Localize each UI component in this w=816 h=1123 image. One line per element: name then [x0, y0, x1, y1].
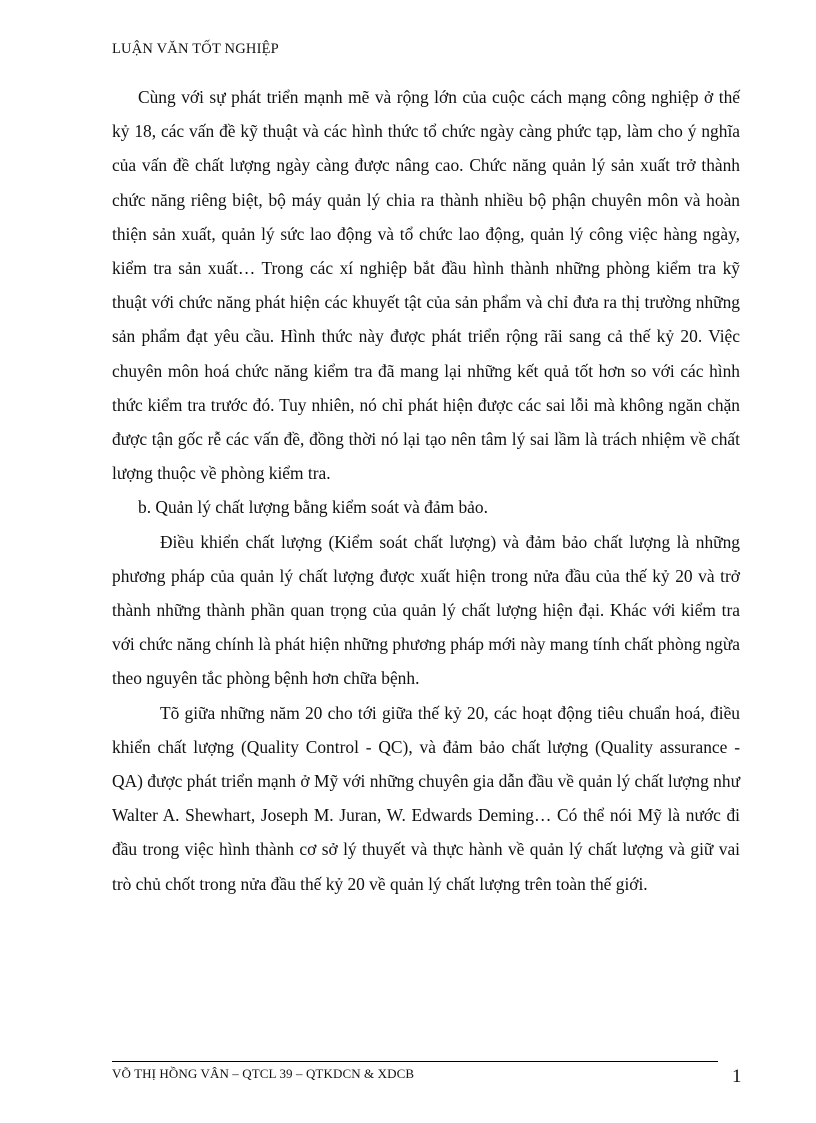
section-heading-b: b. Quản lý chất lượng bằng kiểm soát và đảm bảo.: [138, 497, 488, 518]
body-text: [112, 80, 740, 901]
page-header: LUẬN VĂN TỐT NGHIỆP: [112, 41, 279, 57]
paragraph-america: Tõ giữa những năm 20 cho tới giữa thế kỷ 20, các hoạt động tiêu chuẩn hoá, điều khiển chất lượng (Quality Control - QC), và đảm bảo chất lượng (Quality assurance - QA) được phát triển mạnh ở Mỹ với những chuyên gia dẫn đầu về quản lý chất lượng như Walter A. Shewhart, Joseph M. Juran, W. Edwards Deming… Có thể nói Mỹ là nước đi đầu trong việc hình thành cơ sở lý thuyết và thực hành về quản lý chất lượng và giữ vai trò chủ chốt trong nửa đầu thế kỷ 20 về quản lý chất lượng trên toàn thế giới.: [112, 702, 740, 894]
paragraph-history: Cùng với sự phát triển mạnh mẽ và rộng lớn của cuộc cách mạng công nghiệp ở thế kỷ 18, các vấn đề kỹ thuật và các hình thức tổ chức ngày càng phức tạp, làm cho ý nghĩa của vấn đề chất lượng ngày càng được nâng cao. Chức năng quản lý sản xuất trở thành chức năng riêng biệt, bộ máy quản lý chia ra thành nhiều bộ phận chuyên môn và hoàn thiện sản xuất, quản lý sức lao động và tổ chức lao động, quản lý công việc hàng ngày, kiểm tra sản xuất… Trong các xí nghiệp bắt đầu hình thành những phòng kiểm tra kỹ thuật với chức năng phát hiện các khuyết tật của sản phẩm và chỉ đưa ra thị trường những sản phẩm đạt yêu cầu. Hình thức này được phát triển rộng rãi sang cả thế kỷ 20. Việc chuyên môn hoá chức năng kiểm tra đã mang lại những kết quả tốt hơn so với các hình thức kiểm tra trước đó. Tuy nhiên, nó chỉ phát hiện được các sai lỗi mà không ngăn chặn được tận gốc rễ các vấn đề, đồng thời nó lại tạo nên tâm lý sai lầm là trách nhiệm về chất lượng thuộc về phòng kiểm tra.: [112, 87, 740, 484]
footer-author: VÕ THỊ HỒNG VÂN – QTCL 39 – QTKDCN & XDCB: [112, 1066, 415, 1081]
page-number: 1: [732, 1066, 742, 1087]
paragraph-control-assurance: Điều khiển chất lượng (Kiểm soát chất lượng) và đảm bảo chất lượng là những phương pháp của quản lý chất lượng được xuất hiện trong nửa đầu của thế kỷ 20 và trở thành những thành phần quan trọng của quản lý chất lượng hiện đại. Khác với kiểm tra với chức năng chính là phát hiện những phương pháp mới này mang tính chất phòng ngừa theo nguyên tắc phòng bệnh hơn chữa bệnh.: [112, 531, 740, 689]
footer-divider: [112, 1061, 718, 1062]
